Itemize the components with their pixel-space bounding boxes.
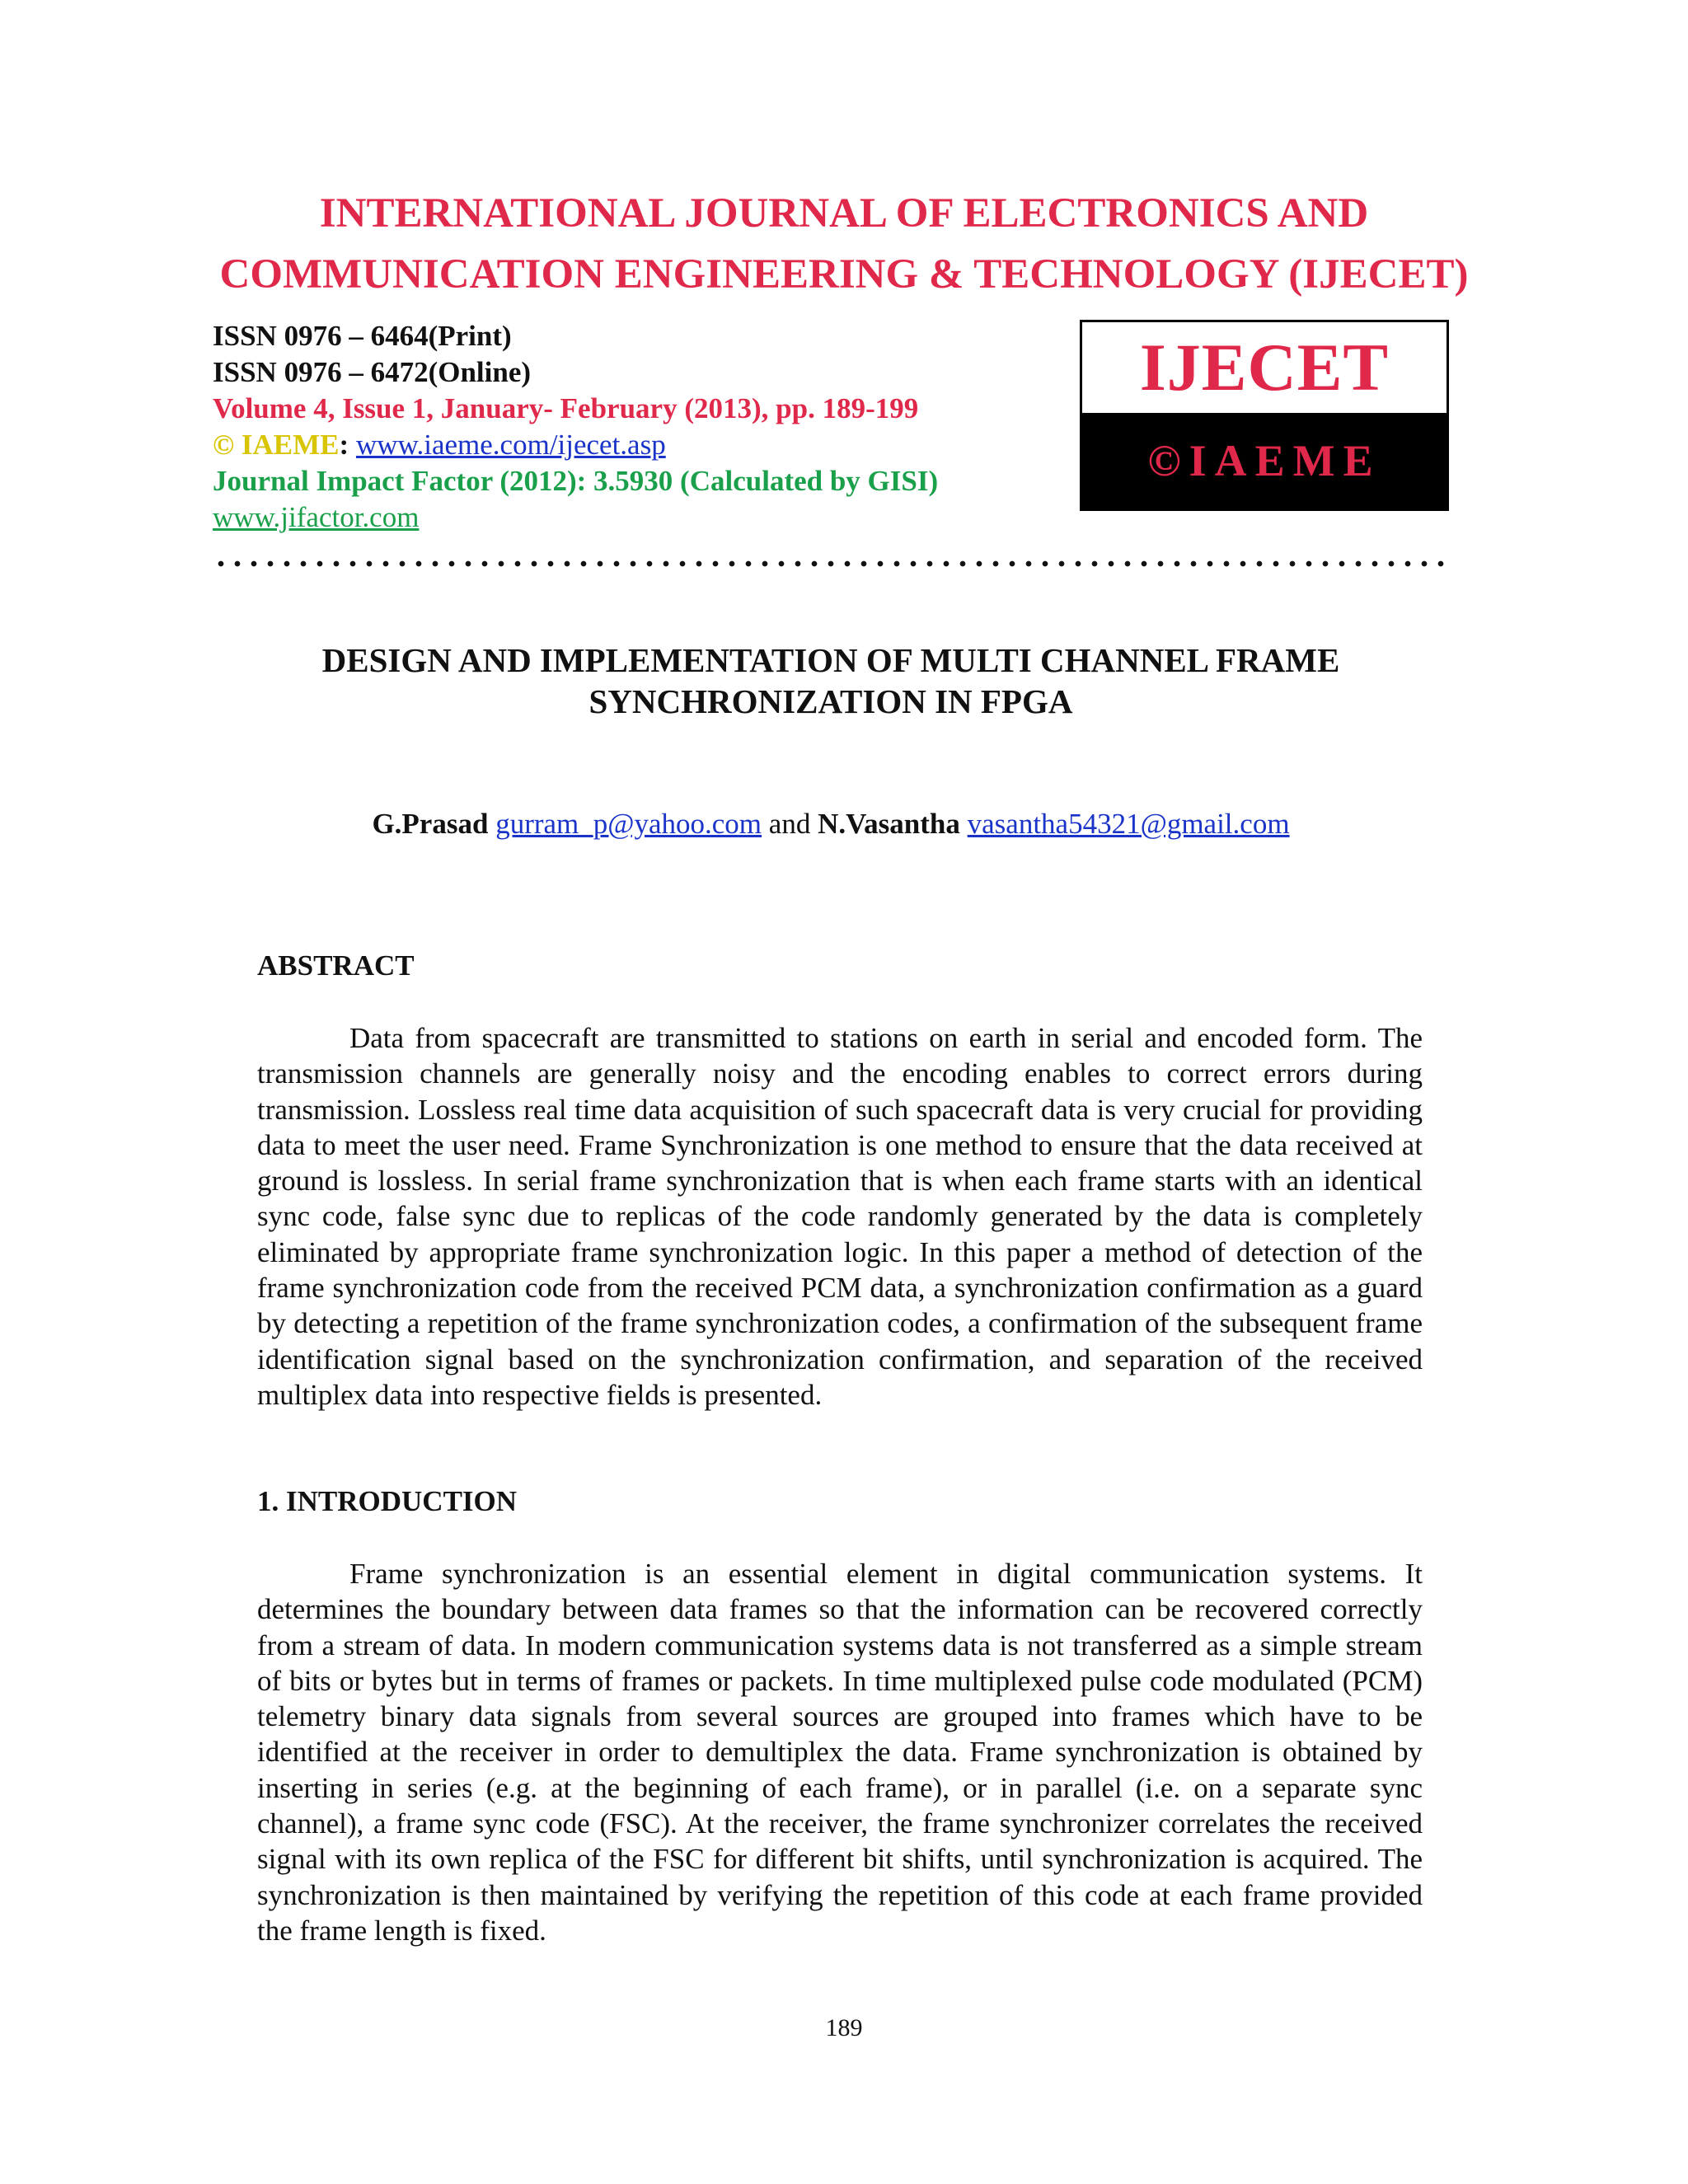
ijecet-logo: [1080, 320, 1449, 511]
abstract-heading: ABSTRACT: [257, 949, 415, 982]
journal-meta: [213, 318, 938, 536]
logo-top-text: IJECET: [1082, 322, 1447, 413]
paper-title: [213, 640, 1449, 722]
paper-title-line1: DESIGN AND IMPLEMENTATION OF MULTI CHANNEL FRAME: [321, 641, 1340, 679]
impact-factor: Journal Impact Factor (2012): 3.5930 (Calculated by GISI): [213, 465, 939, 497]
publisher-url-link[interactable]: www.iaeme.com/ijecet.asp: [355, 429, 666, 461]
introduction-heading: 1. INTRODUCTION: [257, 1485, 518, 1517]
page-number: 189: [825, 2014, 863, 2041]
logo-bottom-text: ©IAEME: [1082, 413, 1447, 509]
jifactor-link[interactable]: www.jifactor.com: [213, 501, 420, 533]
author1-email-link[interactable]: gurram_p@yahoo.com: [495, 808, 762, 840]
authors-line: [213, 806, 1449, 842]
dotted-divider: [213, 559, 1449, 569]
issn-online: ISSN 0976 – 6472(Online): [213, 356, 532, 388]
abstract-text: Data from spacecraft are transmitted to stations on earth in serial and encoded form. The transmission channels are generally noisy and the encoding enables to correct errors during transmission. Lossless real time data acquisition of such spacecraft data is very crucial for providing data to meet the user need. Frame Synchronization is one method to ensure that the data received at ground is lossless. In serial frame synchronization that is when each frame starts with an identical sync code, false sync due to replicas of the code randomly generated by the data is completely eliminated by appropriate frame synchronization logic. In this paper a method of detection of the frame synchronization code from the received PCM data, a synchronization confirmation as a guard by detecting a repetition of the frame synchronization codes, a confirmation of the subsequent frame identification signal based on the synchronization confirmation, and separation of the received multiplex data into respective fields is presented.: [257, 1022, 1423, 1411]
author2-name: N.Vasantha: [818, 808, 960, 840]
issn-print: ISSN 0976 – 6464(Print): [213, 320, 512, 352]
publisher-line: [213, 427, 938, 463]
journal-title-line1: INTERNATIONAL JOURNAL OF ELECTRONICS AND: [319, 190, 1369, 237]
journal-title-line2: COMMUNICATION ENGINEERING & TECHNOLOGY (IJECET): [219, 251, 1469, 298]
journal-title: [99, 183, 1589, 305]
introduction-text: Frame synchronization is an essential element in digital communication systems. It determines the boundary between data frames so that the information can be recovered correctly from a stream of data. In modern communication systems data is not transferred as a simple stream of bits or bytes but in terms of frames or packets. In time multiplexed pulse code modulated (PCM) telemetry binary data signals from several sources are grouped into frames which have to be identified at the receiver in order to demultiplex the data. Frame synchronization is obtained by inserting in series (e.g. at the beginning of each frame), or in parallel (i.e. on a separate sync channel), a frame sync code (FSC). At the receiver, the frame synchronizer correlates the received signal with its own replica of the FSC for different bit shifts, until synchronization is acquired. The synchronization is then maintained by verifying the repetition of this code at each frame provided the frame length is fixed.: [257, 1558, 1423, 1947]
author-separator: and: [762, 808, 818, 840]
volume-info: Volume 4, Issue 1, January- February (2013), pp. 189-199: [213, 392, 919, 424]
paper-title-line2: SYNCHRONIZATION IN FPGA: [588, 682, 1073, 720]
publisher-separator: :: [339, 429, 356, 461]
author1-name: G.Prasad: [372, 808, 489, 840]
author2-email-link[interactable]: vasantha54321@gmail.com: [967, 808, 1290, 840]
publisher-name: © IAEME: [213, 429, 340, 461]
